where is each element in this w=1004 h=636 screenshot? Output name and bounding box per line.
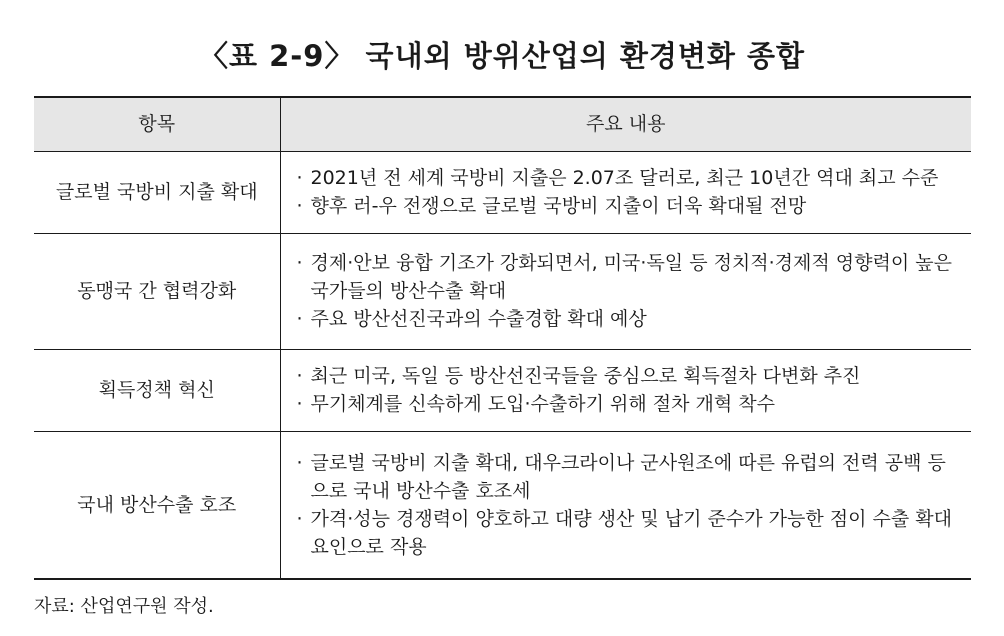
bullet-dot: · [296,195,303,217]
bullet-line [297,192,962,220]
column-header-item: 항목 [34,97,280,151]
page-title: 〈표 2-9〉 국내외 방위산업의 환경변화 종합 [198,39,806,73]
bullet-text: 주요 방산선진국과의 수출경합 확대 예상 [310,308,647,330]
bullet-text: 경제·안보 융합 기조가 강화되면서, 미국·독일 등 정치적·경제적 영향력이 높은 국가들의 방산수출 확대 [310,252,952,302]
source-note: 자료: 산업연구원 작성. [34,596,214,617]
bullet-line [297,164,962,192]
row-main-content [280,151,971,233]
column-header-main-content: 주요 내용 [280,97,971,151]
row-main-content [280,233,971,349]
table-row [34,151,971,233]
row-item-label: 글로벌 국방비 지출 확대 [34,151,280,233]
table-row [34,349,971,431]
bullet-dot: · [296,507,303,530]
bullet-text: 글로벌 국방비 지출 확대, 대우크라이나 군사원조에 따른 유럽의 전력 공백 등으로 국내 방산수출 호조세 [310,451,946,502]
summary-table [34,96,971,580]
bullet-text: 향후 러-우 전쟁으로 글로벌 국방비 지출이 더욱 확대될 전망 [310,195,807,217]
bullet-line [297,449,962,505]
row-item-label: 동맹국 간 협력강화 [34,233,280,349]
bullet-dot: · [296,365,303,387]
bullet-line [297,305,962,333]
row-item-label: 획득정책 혁신 [34,349,280,431]
table-body [34,151,971,579]
table-row [34,431,971,579]
bullet-line [297,505,962,561]
row-main-content [280,349,971,431]
bullet-dot: · [296,252,303,274]
bullet-dot: · [296,167,303,189]
bullet-text: 2021년 전 세계 국방비 지출은 2.07조 달러로, 최근 10년간 역대 최고 수준 [310,167,939,189]
bullet-line [297,249,962,305]
bullet-dot: · [296,451,303,474]
bullet-line [297,390,962,418]
bullet-text: 가격·성능 경쟁력이 양호하고 대량 생산 및 납기 준수가 가능한 점이 수출 확대 요인으로 작용 [310,507,952,558]
row-item-label: 국내 방산수출 호조 [34,431,280,579]
bullet-dot: · [296,308,303,330]
bullet-text: 무기체계를 신속하게 도입·수출하기 위해 절차 개혁 착수 [310,393,775,415]
table-header-row [34,97,971,151]
bullet-line [297,362,962,390]
bullet-text: 최근 미국, 독일 등 방산선진국들을 중심으로 획득절차 다변화 추진 [310,365,861,387]
row-main-content [280,431,971,579]
table-row [34,233,971,349]
table-header [34,97,971,151]
bullet-dot: · [296,393,303,415]
